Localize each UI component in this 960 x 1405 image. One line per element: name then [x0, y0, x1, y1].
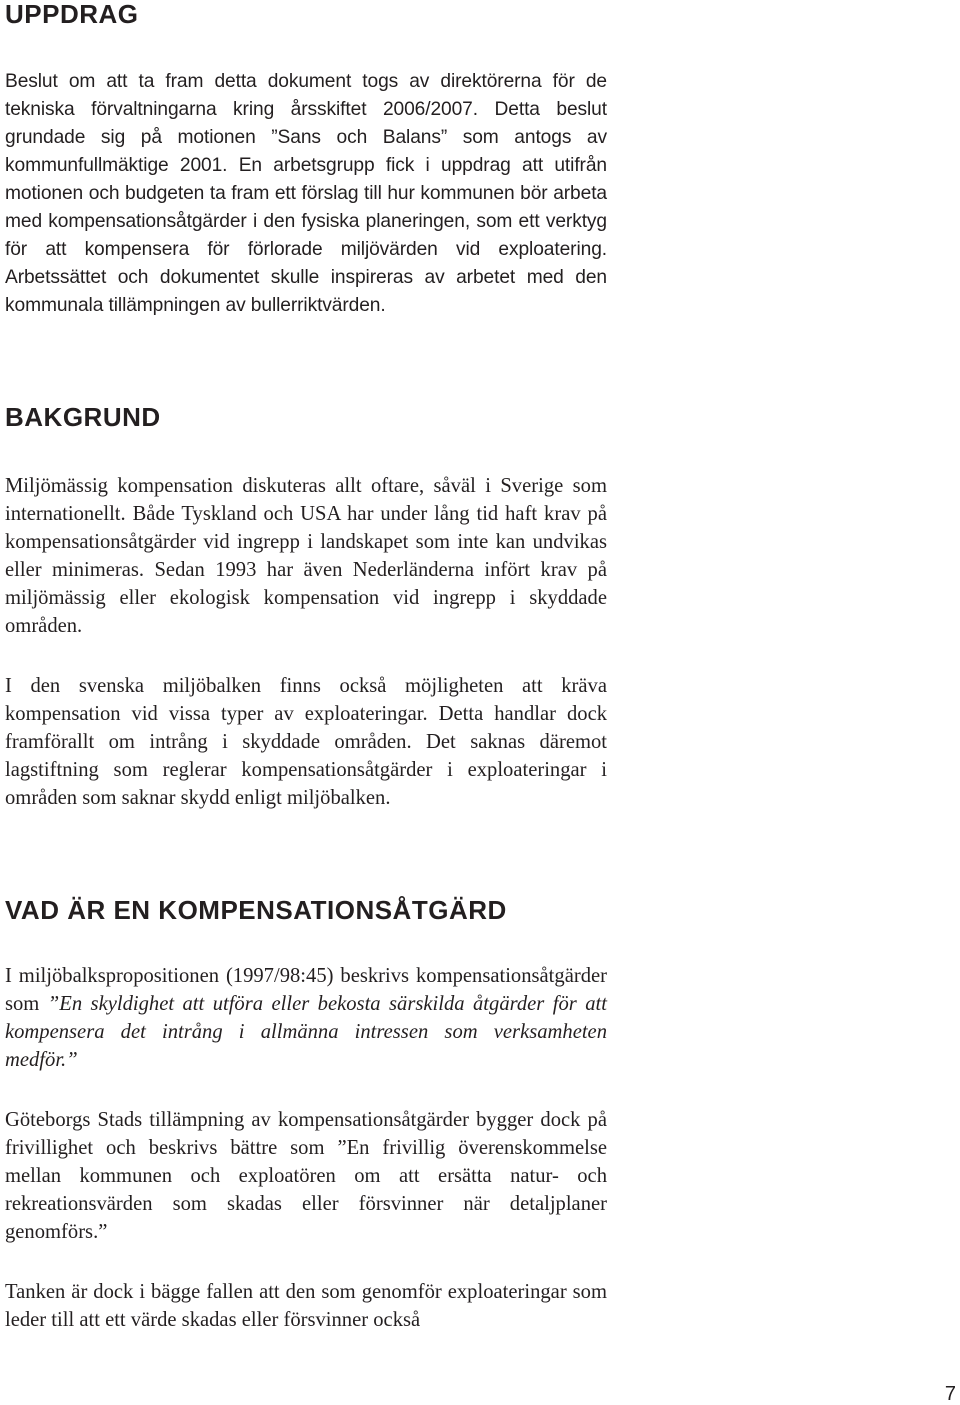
paragraph-vad-ar-1-lead: I miljöbalkspropositionen (1997/98:45) beskrivs kompensationsåtgärder som [5, 965, 607, 1015]
heading-vad-ar: VAD ÄR EN KOMPENSATIONSÅTGÄRD [5, 895, 507, 925]
paragraph-vad-ar-1 [5, 962, 607, 1074]
paragraph-vad-ar-1-quote: ”En skyldighet att utföra eller bekosta särskilda åtgärder för att kompensera det intrång i allmänna intressen som verksamheten medför.” [5, 993, 607, 1071]
paragraph-bakgrund-1: Miljömässig kompensation diskuteras allt oftare, såväl i Sverige som internationellt. Både Tyskland och USA har under lång tid haft krav på kompensationsåtgärder vid ingrepp i landskapet som inte kan undvikas eller minimeras. Sedan 1993 har även Nederländerna infört krav på miljömässig eller ekologisk kompensation vid ingrepp i skyddade områden. [5, 475, 607, 637]
heading-bakgrund: BAKGRUND [5, 402, 161, 432]
heading-uppdrag: UPPDRAG [5, 0, 139, 29]
paragraph-vad-ar-2: Göteborgs Stads tillämpning av kompensationsåtgärder bygger dock på frivillighet och beskrivs bättre som ”En frivillig överenskommelse mellan kommunen och exploatören om att ersätta natur- och rekreationsvärden som skadas eller försvinner när detaljplaner genomförs.” [5, 1109, 607, 1243]
paragraph-uppdrag: Beslut om att ta fram detta dokument togs av direktörerna för de tekniska förvaltningarna kring årsskiftet 2006/2007. Detta beslut grundade sig på motionen ”Sans och Balans” som antogs av kommunfullmäktige 2001. En arbetsgrupp fick i uppdrag att utifrån motionen och budgeten ta fram ett förslag till hur kommunen bör arbeta med kompensationsåtgärder i den fysiska planeringen, som ett verktyg för att kompensera för förlorade miljövärden vid exploatering. Arbetssättet och dokumentet skulle inspireras av arbetet med den kommunala tillämpningen av bullerriktvärden. [5, 71, 607, 316]
paragraph-vad-ar-3: Tanken är dock i bägge fallen att den som genomför exploateringar som leder till att ett värde skadas eller försvinner också [5, 1281, 607, 1331]
paragraph-bakgrund-2: I den svenska miljöbalken finns också möjligheten att kräva kompensation vid vissa typer av exploateringar. Detta handlar dock framförallt om intrång i skyddade områden. Det saknas däremot lagstiftning som reglerar kompensationsåtgärder i exploateringar i områden som saknar skydd enligt miljöbalken. [5, 675, 607, 809]
page-number: 7 [944, 1383, 956, 1405]
